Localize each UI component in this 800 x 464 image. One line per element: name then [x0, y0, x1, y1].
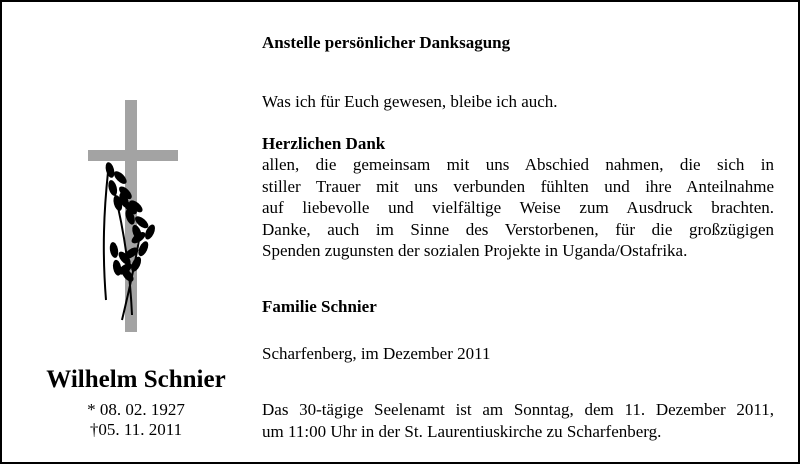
family-signature: Familie Schnier: [262, 297, 377, 316]
death-date: †05. 11. 2011: [89, 420, 183, 439]
thanks-paragraph: [262, 154, 774, 262]
notice-heading: Anstelle persönlicher Danksagung: [262, 33, 511, 52]
thanks-line: Danke, auch im Sinne des Verstorbenen, für die großzügigen: [262, 219, 774, 239]
mass-announcement: [262, 399, 774, 442]
cross-with-wheat-icon: [84, 100, 184, 336]
life-dates: [0, 400, 272, 440]
thanks-line: Spenden zugunsten der sozialen Projekte in Uganda/Ostafrika.: [262, 241, 688, 261]
thanks-line: stiller Trauer mit uns verbunden fühlten und ihre Anteilnahme: [262, 176, 774, 196]
thanks-heading: Herzlichen Dank: [262, 134, 386, 153]
thanks-line: auf liebevolle und vielfältige Weise zum Ausdruck brachten.: [262, 198, 774, 218]
place-date: Scharfenberg, im Dezember 2011: [262, 344, 491, 363]
mass-line: um 11:00 Uhr in der St. Laurentiuskirche zu Scharfenberg.: [262, 421, 662, 441]
motto: Was ich für Euch gewesen, bleibe ich auch.: [262, 92, 558, 111]
thanks-line: allen, die gemeinsam mit uns Abschied nahmen, die sich in: [262, 155, 774, 174]
deceased-name: Wilhelm Schnier: [46, 366, 226, 393]
mass-line: Das 30-tägige Seelenamt ist am Sonntag, dem 11. Dezember 2011,: [262, 400, 774, 419]
birth-date: * 08. 02. 1927: [87, 400, 185, 419]
